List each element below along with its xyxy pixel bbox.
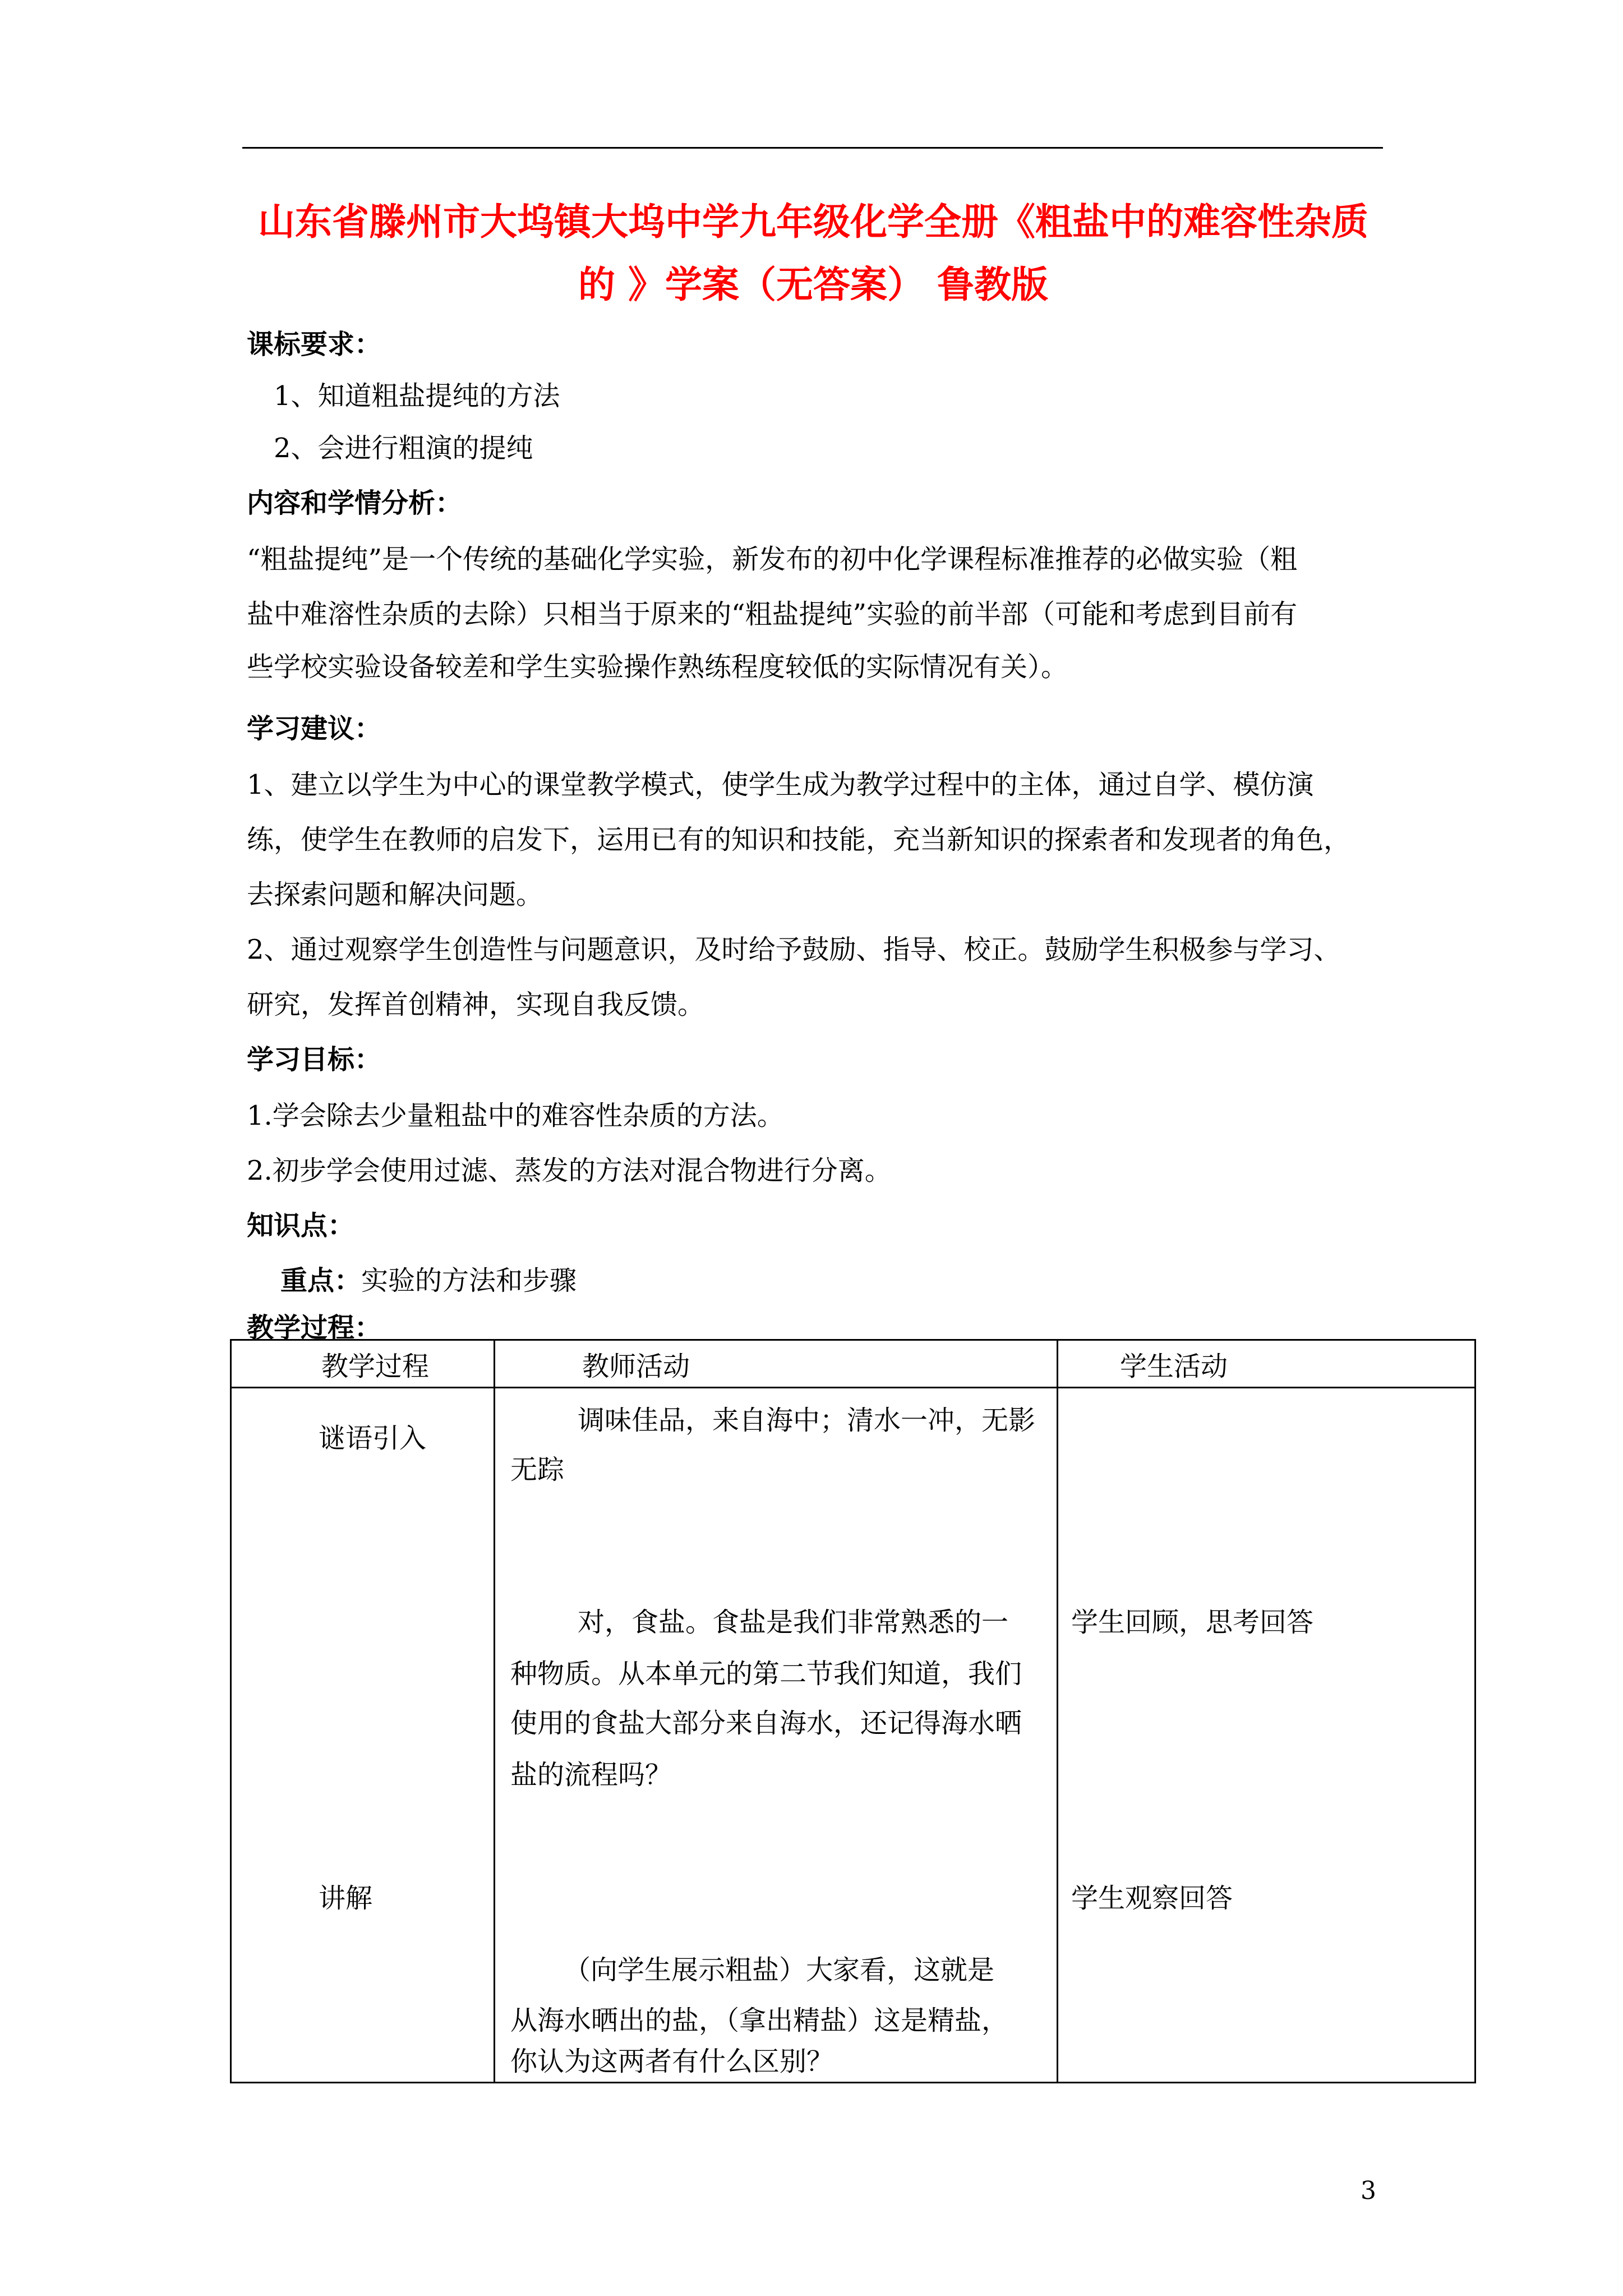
objective-item-1: 1.学会除去少量粗盐中的难容性杂质的方法。	[247, 1100, 784, 1131]
suggestion-line-2: 练，使学生在教师的启发下，运用已有的知识和技能，充当新知识的探索者和发现者的角色，	[247, 824, 1351, 855]
teacher-text-3b: 从海水晒出的盐，（拿出精盐）这是精盐，	[510, 2005, 1009, 2036]
top-rule	[242, 147, 1383, 149]
heading-analysis: 内容和学情分析：	[247, 487, 463, 519]
key-point-label: 重点：	[280, 1265, 362, 1296]
student-text-1: 学生回顾，思考回答	[1071, 1607, 1314, 1638]
page-number: 3	[1361, 2177, 1376, 2205]
stage-cell	[231, 1388, 495, 2083]
teaching-process-table	[230, 1339, 1476, 2083]
heading-knowledge: 知识点：	[247, 1210, 355, 1241]
analysis-line-3: 些学校实验设备较差和学生实验操作熟练程度较低的实际情况有关）。	[247, 651, 1068, 683]
title-line-2: 的 》学案（无答案） 鲁教版	[578, 263, 1048, 306]
analysis-line-1: “粗盐提纯”是一个传统的基础化学实验，新发布的初中化学课程标准推荐的必做实验（粗	[247, 544, 1298, 575]
heading-curriculum: 课标要求：	[247, 329, 382, 360]
stage-riddle: 谜语引入	[319, 1423, 427, 1454]
analysis-line-2: 盐中难溶性杂质的去除）只相当于原来的“粗盐提纯”实验的前半部（可能和考虑到目前有	[247, 599, 1298, 630]
teacher-text-1a: 调味佳品，来自海中；清水一冲，无影	[578, 1405, 1036, 1436]
key-point-text: 实验的方法和步骤	[361, 1265, 577, 1296]
table-header-row	[231, 1340, 1476, 1388]
heading-suggestions: 学习建议：	[247, 713, 382, 744]
teacher-text-2c: 使用的食盐大部分来自海水，还记得海水晒	[510, 1708, 1022, 1739]
objective-item-2: 2.初步学会使用过滤、蒸发的方法对混合物进行分离。	[247, 1155, 892, 1186]
student-text-2: 学生观察回答	[1071, 1883, 1233, 1914]
teacher-text-1b: 无踪	[510, 1454, 565, 1485]
teacher-text-2a: 对，食盐。食盐是我们非常熟悉的一	[578, 1607, 1009, 1638]
suggestion-line-3: 去探索问题和解决问题。	[247, 879, 543, 910]
student-cell	[1058, 1388, 1476, 2083]
suggestion-line-1: 1、建立以学生为中心的课堂教学模式，使学生成为教学过程中的主体，通过自学、模仿演	[247, 769, 1314, 800]
document-title	[230, 191, 1396, 316]
heading-process: 教学过程：	[247, 1312, 382, 1343]
table-row	[231, 1388, 1476, 2083]
teacher-text-3c: 你认为这两者有什么区别？	[510, 2046, 834, 2077]
stage-lecture: 讲解	[319, 1883, 373, 1914]
teacher-text-3a: （向学生展示粗盐）大家看，这就是	[564, 1954, 995, 1986]
heading-objectives: 学习目标：	[247, 1044, 382, 1075]
header-stage: 教学过程	[231, 1340, 495, 1388]
curriculum-item-2: 2、会进行粗演的提纯	[274, 432, 533, 464]
header-student: 学生活动	[1058, 1340, 1476, 1388]
teacher-text-2d: 盐的流程吗？	[510, 1759, 672, 1791]
suggestion-line-5: 研究，发挥首创精神，实现自我反馈。	[247, 989, 705, 1020]
title-line-1: 山东省滕州市大坞镇大坞中学九年级化学全册《粗盐中的难容性杂质	[258, 200, 1368, 243]
suggestion-line-4: 2、通过观察学生创造性与问题意识，及时给予鼓励、指导、校正。鼓励学生积极参与学习、	[247, 934, 1341, 965]
teacher-cell	[495, 1388, 1058, 2083]
curriculum-item-1: 1、知道粗盐提纯的方法	[274, 380, 560, 412]
teacher-text-2b: 种物质。从本单元的第二节我们知道，我们	[510, 1658, 1022, 1690]
header-teacher: 教师活动	[495, 1340, 1058, 1388]
